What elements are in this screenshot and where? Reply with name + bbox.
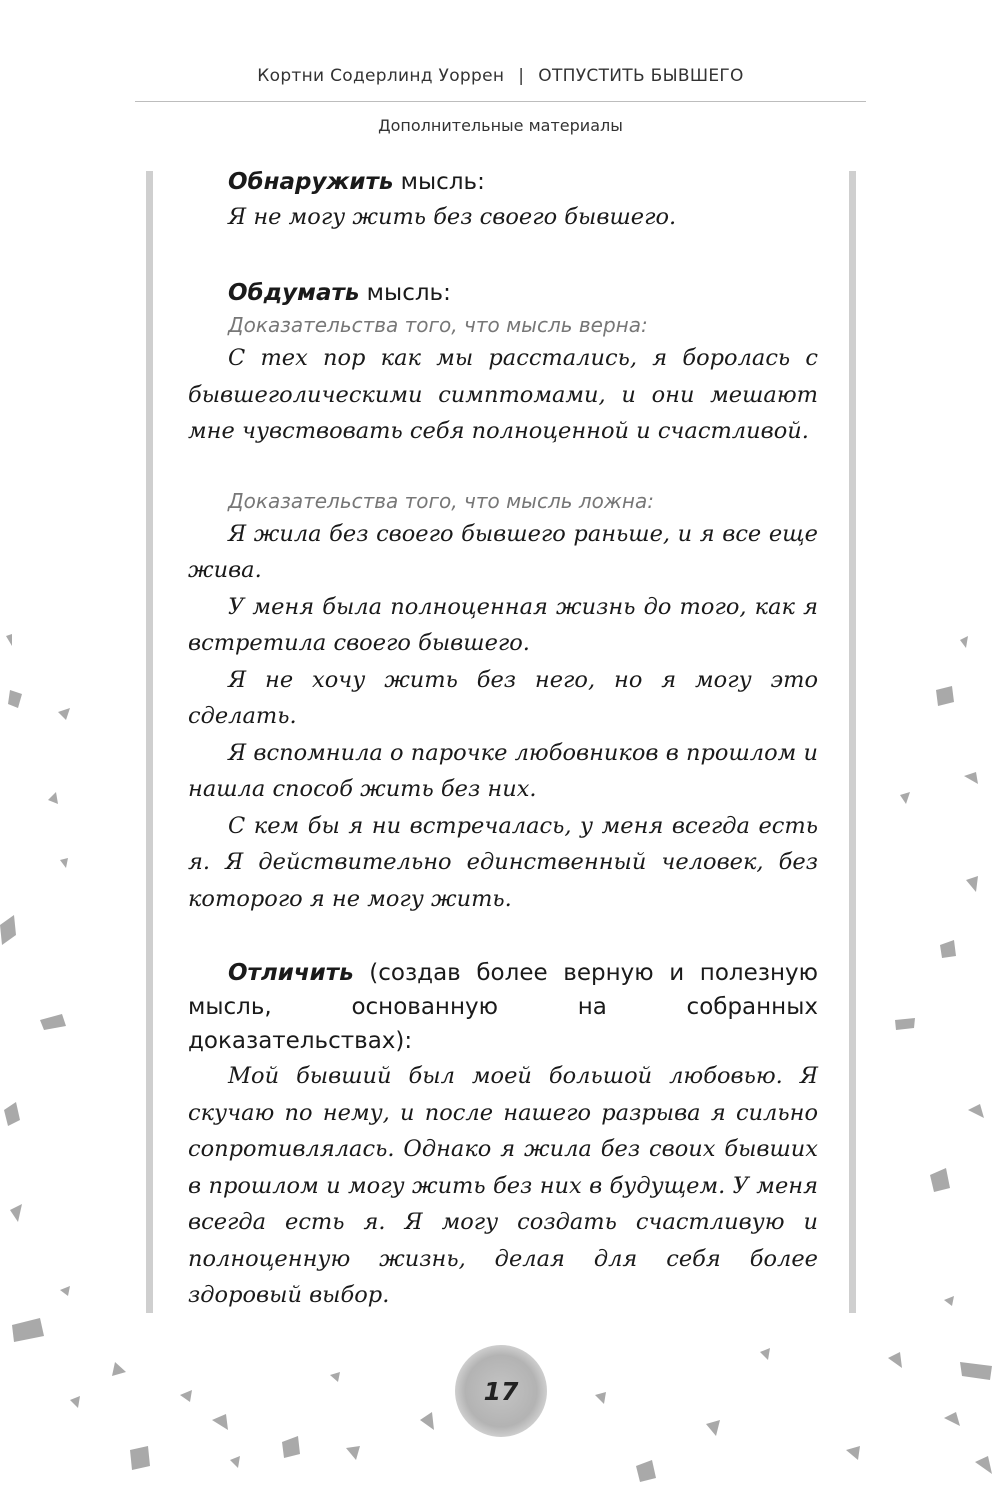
confetti-shard <box>346 1446 360 1460</box>
evidence-false-item: С кем бы я ни встречалась, у меня всегда есть я. Я действительно единственный человек, без которого я не могу жить. <box>188 812 818 912</box>
evidence-false-item: Я вспомнила о парочке любовников в прошлом и нашла способ жить без них. <box>188 739 818 802</box>
confetti-shard <box>960 636 968 648</box>
step-consider-heading <box>188 276 818 310</box>
confetti-shard <box>944 1296 954 1306</box>
confetti-shard <box>112 1362 126 1376</box>
thought-text: Я не могу жить без своего бывшего. <box>228 204 677 230</box>
confetti-shard <box>8 690 22 708</box>
author-name: Кортни Содерлинд Уоррен <box>257 66 505 86</box>
confetti-shard <box>70 1396 80 1408</box>
evidence-true-text: С тех пор как мы расстались, я боролась с бывшеголическими симптомами, и они мешают мне чувствовать себя полноценной и счастливой. <box>188 345 818 444</box>
confetti-shard <box>6 634 12 646</box>
confetti-shard <box>40 1014 66 1030</box>
book-title: ОТПУСТИТЬ БЫВШЕГО <box>538 66 744 86</box>
running-head <box>135 66 866 86</box>
confetti-shard <box>944 1412 960 1426</box>
confetti-shard <box>230 1456 240 1468</box>
step-identify-heading <box>188 165 818 199</box>
evidence-true-label: Доказательства того, что мысль верна: <box>228 313 648 337</box>
step-keyword: Обдумать <box>228 280 360 306</box>
confetti-shard <box>0 915 16 945</box>
right-margin-bar <box>849 171 856 1313</box>
step-heading-rest: мысль: <box>359 280 451 306</box>
confetti-shard <box>12 1318 44 1342</box>
new-thought-text: Мой бывший был моей большой любовью. Я скучаю по нему, и после нашего разрыва я сильно сопротивлялась. Однако я жила без своих бывших в прошлом и могу жить без них в будущем. У меня всегда есть я. Я могу создать счастливую и полноценную жизнь, делая для себя более здоровый выбор. <box>188 1063 818 1308</box>
page-number: 17 <box>483 1376 519 1406</box>
confetti-shard <box>10 1204 22 1222</box>
confetti-shard <box>975 1456 992 1474</box>
confetti-shard <box>282 1436 300 1458</box>
confetti-shard <box>4 1102 20 1126</box>
confetti-shard <box>888 1352 902 1368</box>
step-keyword: Обнаружить <box>228 169 394 195</box>
evidence-false-label: Доказательства того, что мысль ложна: <box>228 488 654 513</box>
confetti-shard <box>940 940 956 958</box>
section-label: Дополнительные материалы <box>378 116 623 135</box>
left-margin-bar <box>146 171 153 1313</box>
confetti-shard <box>595 1392 606 1404</box>
confetti-shard <box>936 686 954 706</box>
evidence-false-item: Я жила без своего бывшего раньше, и я все еще жива. <box>188 520 818 583</box>
confetti-shard <box>895 1018 915 1030</box>
confetti-shard <box>930 1168 950 1192</box>
confetti-shard <box>180 1390 192 1402</box>
confetti-shard <box>60 858 68 868</box>
confetti-shard <box>964 772 978 784</box>
step-identify <box>188 165 818 236</box>
evidence-false-item: Я не хочу жить без него, но я могу это сделать. <box>188 666 818 729</box>
confetti-shard <box>960 1362 992 1380</box>
confetti-shard <box>900 792 910 804</box>
confetti-shard <box>760 1348 770 1360</box>
page-number-badge <box>455 1345 547 1437</box>
evidence-false-item: У меня была полноценная жизнь до того, как я встретила своего бывшего. <box>188 593 818 656</box>
header-rule <box>135 101 866 102</box>
step-distinguish-heading <box>188 956 818 1058</box>
confetti-shard <box>706 1420 720 1436</box>
confetti-shard <box>968 1104 984 1118</box>
step-keyword: Отличить <box>228 960 354 986</box>
confetti-shard <box>420 1412 434 1430</box>
confetti-shard <box>130 1446 150 1470</box>
confetti-shard <box>212 1414 228 1430</box>
confetti-shard <box>636 1460 656 1482</box>
step-heading-rest: (создав более верную и полезную мысль, основанную на собранных доказательствах): <box>188 960 818 1054</box>
confetti-shard <box>60 1286 70 1296</box>
step-heading-rest: мысль: <box>393 169 485 195</box>
confetti-shard <box>58 708 70 720</box>
header-separator: | <box>518 66 525 86</box>
step-distinguish <box>188 956 818 1314</box>
confetti-shard <box>48 792 58 804</box>
confetti-shard <box>846 1446 860 1460</box>
confetti-shard <box>966 876 978 892</box>
confetti-shard <box>330 1372 340 1382</box>
step-consider <box>188 276 818 917</box>
